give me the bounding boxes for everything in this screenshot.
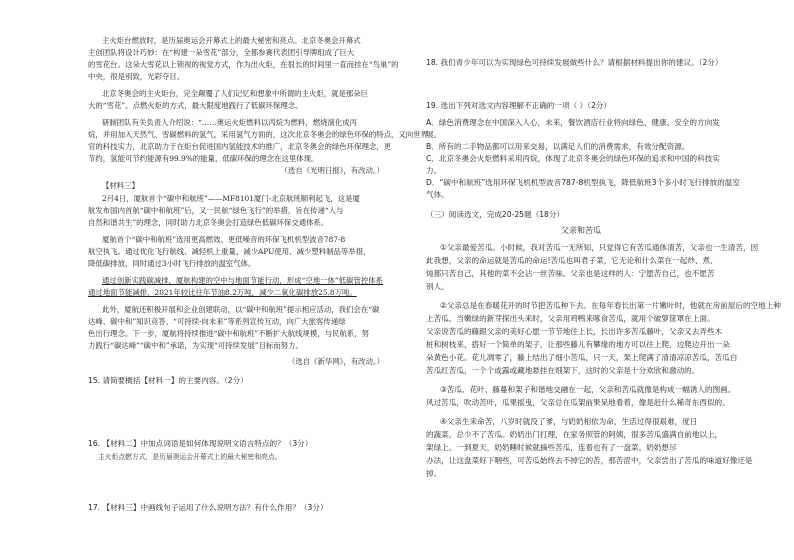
paragraph-line: ①父亲最爱苦瓜。小时候，我对苦瓜一无所知，只觉得它有苦瓜通体清苦，父亲也一生清苦，因 [440, 243, 759, 252]
option-c: C．北京冬奥会火炬燃料采用丙烷，体现了北京冬奥会的绿色环保的追求和中国的科技实 [426, 154, 720, 163]
paragraph-line: 架绿上。一到夏天，奶奶睡时候就摘些苦瓜，连着也有了一盘菜。奶奶想尽 [426, 443, 677, 452]
paragraph-line: 父亲说苦瓜的藤跟父亲的美好心愿一节节地往上长，长出许多苦瓜藤叶，父亲又去弄些木 [426, 327, 723, 336]
text-line: 厦航首个“碳中和航班”选用更高燃效、更低噪音的环保飞机机型波音787-8 [102, 235, 346, 244]
question-15: 15. 请简要概括【材料一】的主要内容。（2分） [88, 376, 248, 385]
material-heading: 【材料三】 [102, 181, 139, 190]
question-16-answer: 主火炬点燃方式，是历届奥运会开幕式上的最大秘密和亮点。 [98, 453, 282, 461]
text-line: 降低碳排放，同时通过3小时飞行排放的温室气体。 [88, 259, 256, 268]
source-note: （选自《光明日报》，有改动。） [280, 166, 384, 175]
text-line: 自然和谐共生”的理念，同时助力北京冬奥会打造绿色低碳环保交通体系。 [88, 218, 329, 227]
question-18: 18. 我们青少年可以为实现绿色可持续发展做些什么？请根据材料提出你的建议。（2分） [426, 58, 723, 67]
text-line: 2月4日，厦航首个“碳中和航班”——MF8101厦门-北京航班顺利起飞，这是厦 [102, 194, 360, 203]
option-a: A．绿色消费理念在中国深入人心，未来，餐饮酒店行业将向绿色、健康、安全的方向发 [426, 118, 720, 127]
source-note: （选自《新华网》，有改动。） [287, 357, 384, 366]
text-line: 航空执飞。通过优化飞行航线、减轻机上重量、减少APU使用、减少塑料制品等举措， [88, 247, 371, 256]
left-column [88, 0, 428, 560]
paragraph-line: 炖都只苦自己，其他的菜不会沾一丝苦味。父亲也是这样的人：宁愿苦自己，也不愿苦 [426, 269, 715, 278]
paragraph-line: 的蔬菜，总少不了苦瓜。奶奶出门打理，在家务照管的阿姨，很多苦瓜盛满自前地以上， [426, 430, 723, 439]
article-title: 父亲和苦瓜 [561, 226, 601, 235]
text-line: 航发布国内首航“碳中和航班”后，又一民航“绿色飞行”的举措，旨在传递“人与 [88, 206, 344, 215]
paragraph-line: 办法，让这盘菜好下咽些，可苦瓜始终去不掉它的苦，那苦涩中，父亲尝出了苦瓜的味道好像还是 [426, 456, 753, 465]
text-line: 研制团队有关负责人介绍说：“……奥运火炬燃料以丙烷为燃料，燃烧演化成丙 [102, 118, 358, 127]
question-17: 17. 【材料三】中画线句子运用了什么说明方法？有什么作用？（3分） [88, 503, 328, 512]
option-a-cont: 展。 [426, 130, 442, 139]
paragraph-line: 朵黄色小花。花儿凋零了，藤上结出了细小苦瓜，只一天，架上爬满了清清凉凉苦瓜，苦瓜白 [426, 353, 738, 362]
text-line: 色出行理念。下一步，厦航将持续推进“碳中和航班”不断扩大航线规模，与民航系，努 [88, 329, 370, 338]
text-line: 烷，并用加入天然气、雪碳燃料的氢气。采用氢气方面的，这次北京冬奥会的绿色环保的特点，又向世界 [88, 130, 428, 139]
option-c-cont: 力。 [426, 166, 442, 175]
text-line: 节约，氢能可节约能源有99.9%的能量，低碳环保的理念在这里体现。 [88, 154, 319, 163]
text-line: 中央，很是别致，光彩夺目。 [88, 72, 185, 81]
paragraph-line: 苦瓜红苦瓜，一个个或露或藏地悬挂在细架下，这时的父亲是十分欢欣和激动的。 [426, 366, 700, 375]
underlined-line: 通过创新实践碳减排，厦航构建的空中与地面节能行动，形成“空地一体”低碳管控体系 [102, 276, 384, 285]
text-line: 此外，厦航还积极开展和企业创建联动，以“碳中和航班”提示相应活动，我们会在“碳 [102, 305, 380, 314]
option-b: B．所有的二手物品都可以用来交易，以满足人们的消费需求，有效分配资源。 [426, 142, 690, 151]
text-line: 官的科技实力，北京助力于在炬台促进国内氢能技术的推广，北京冬奥会的绿色环保理念，更 [88, 142, 392, 151]
text-line: 达峰、碳中和”知识竞答、“可持续·向未来”等系列宣传互动，向广大旅客传递绿 [88, 317, 346, 326]
text-line: 主火炬台燃放时，是历届奥运会开幕式上的最大秘密和亮点。北京冬奥会开幕式 [102, 36, 361, 45]
right-column [426, 0, 781, 560]
text-line: 的雪花台。这朵大雪花以上锁视的视觉方式，作为出火炬，在很长的时间里一直而挂在“鸟巢”的 [88, 60, 399, 69]
paragraph-line: ②父亲总是在春暖花开的时节把苦瓜种下去。在每年春长出第一片嫩叶时，他就在房前屋后的空地上种 [440, 301, 781, 310]
section-heading: （三）阅读选文，完成20-25题（18分） [426, 210, 565, 219]
underlined-line: 通过地面节能减排，2021年较比往年节油8.2万吨，减少二氧化碳排放25.8万吨。 [88, 288, 357, 297]
question-19: 19. 选出下列对选文内容理解不正确的一项（ ）（2分） [426, 101, 611, 110]
paragraph-line: ③苦瓜、花叶、藤蔓和架子和谐地交融在一起，父亲和苦瓜就像是构成一幅诱人的图画。 [440, 385, 736, 394]
paragraph-line: 桩和树枝来，搭好一个简单的架子，让那些藤儿有攀缘的地方可以往上爬，边爬边开出一朵 [426, 340, 730, 349]
text-line: 大的“雪花”。点燃火炬的方式，最大限度地践行了低碳环保理念。 [88, 101, 303, 110]
paragraph-line: ④父亲生来命苦，八岁时就没了爹，与奶奶相依为命，生活过得很艰难，度日 [440, 417, 698, 426]
paragraph-line: 风过苦瓜，吹动苦叶，瓜果摇曳，父亲总在瓜架前果呆地看着，像是赶什么稀奇东西似的。 [426, 398, 730, 407]
option-d: D．“碳中和航班”选用环保飞机机型波音787-8机型执飞，降低航班3个多小时飞行排放的温室 [426, 178, 740, 187]
text-line: 力践行“碳达峰”“碳中和”承诺，为实现“可持续发展”目标而努力。 [88, 341, 303, 350]
text-line: 主创团队将设计巧妙：在“构建一朵雪花”部分，全都参赛代表团引导牌组成了巨大 [88, 48, 355, 57]
paragraph-line: 此我想，父亲的命运就是苦瓜的命运!苦瓜也叫君子菜，它无论和什么菜在一起炒、煮、 [426, 256, 718, 265]
option-d-cont: 气体。 [426, 190, 449, 199]
paragraph-line: 别人。 [426, 282, 449, 291]
paragraph-line: 上苦瓜。当嫩绿的新芽探出头来时，父亲用鸡鸭来啄食苦瓜，就用个破箩筐罩在上面。 [426, 314, 715, 323]
question-16: 16. 【材料二】中加点词语是如何体现说明文语言特点的？（3分） [88, 439, 313, 448]
text-line: 北京冬奥会的主火炬台，完全颠覆了人们记忆和想象中所谓的主火炬，就是那朵巨 [102, 89, 369, 98]
paragraph-line: 掉。 [426, 469, 442, 478]
